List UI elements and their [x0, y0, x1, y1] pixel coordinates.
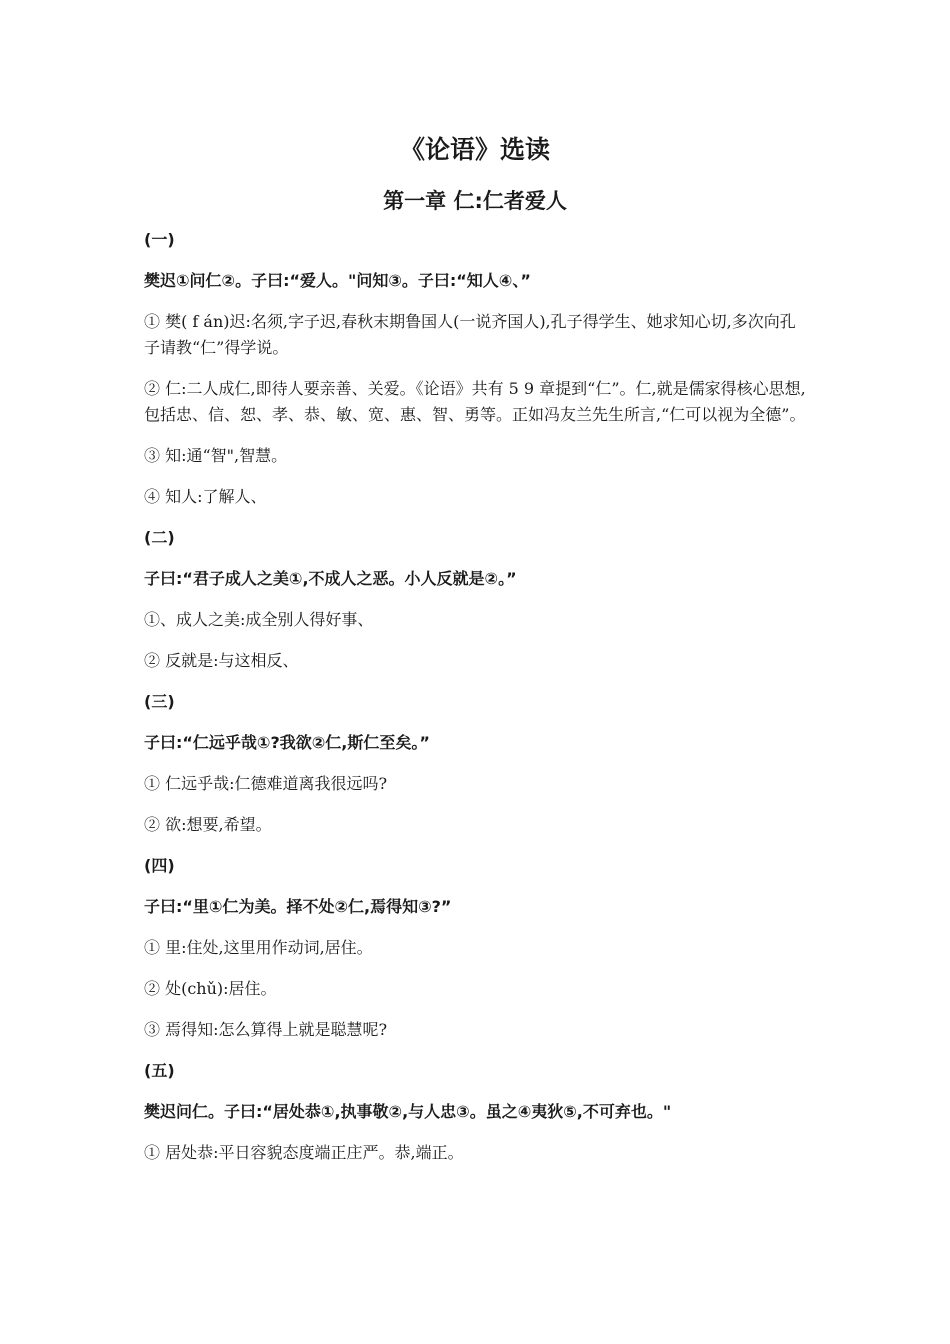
annotation-note: ② 反就是:与这相反、 [144, 651, 299, 670]
annotation-note: ① 居处恭:平日容貌态度端正庄严。恭,端正。 [144, 1143, 464, 1162]
section-quote: 子曰:“仁远乎哉①?我欲②仁,斯仁至矣。” [144, 733, 430, 752]
annotation-note: ③ 焉得知:怎么算得上就是聪慧呢? [144, 1020, 388, 1039]
section-quote: 樊迟①问仁②。子曰:“爱人。"问知③。子曰:“知人④、” [144, 271, 531, 290]
section-heading: (五) [144, 1061, 175, 1080]
annotation-note: ② 欲:想要,希望。 [144, 815, 272, 834]
annotation-note: ①、成人之美:成全别人得好事、 [144, 610, 374, 629]
section-heading: (一) [144, 230, 175, 249]
section-heading: (二) [144, 528, 175, 547]
section-quote: 子曰:“里①仁为美。择不处②仁,焉得知③?” [144, 897, 452, 916]
section-quote: 子曰:“君子成人之美①,不成人之恶。小人反就是②。” [144, 569, 517, 588]
page-title: 《论语》选读 [399, 135, 550, 164]
annotation-note: ② 仁:二人成仁,即待人要亲善、关爱。《论语》共有 5 9 章提到“仁”。仁,就是儒家得核心思想,包括忠、信、恕、孝、恭、敏、宽、惠、智、勇等。正如冯友兰先生所言,“仁可以视为全德”。 [144, 379, 806, 424]
section-heading: (四) [144, 856, 175, 875]
section-heading: (三) [144, 692, 175, 711]
annotation-note: ② 处(chǔ):居住。 [144, 979, 277, 998]
annotation-note: ③ 知:通“智",智慧。 [144, 446, 288, 465]
document-body [144, 227, 806, 1181]
annotation-note: ① 仁远乎哉:仁德难道离我很远吗? [144, 774, 388, 793]
section-quote: 樊迟问仁。子曰:“居处恭①,执事敬②,与人忠③。虽之④夷狄⑤,不可弃也。" [144, 1102, 672, 1121]
chapter-heading: 第一章 仁:仁者爱人 [383, 189, 567, 213]
annotation-note: ① 樊( f án)迟:名须,字子迟,春秋末期鲁国人(一说齐国人),孔子得学生、她求知心切,多次向孔子请教“仁”得学说。 [144, 312, 796, 357]
annotation-note: ④ 知人:了解人、 [144, 487, 267, 506]
annotation-note: ① 里:住处,这里用作动词,居住。 [144, 938, 373, 957]
